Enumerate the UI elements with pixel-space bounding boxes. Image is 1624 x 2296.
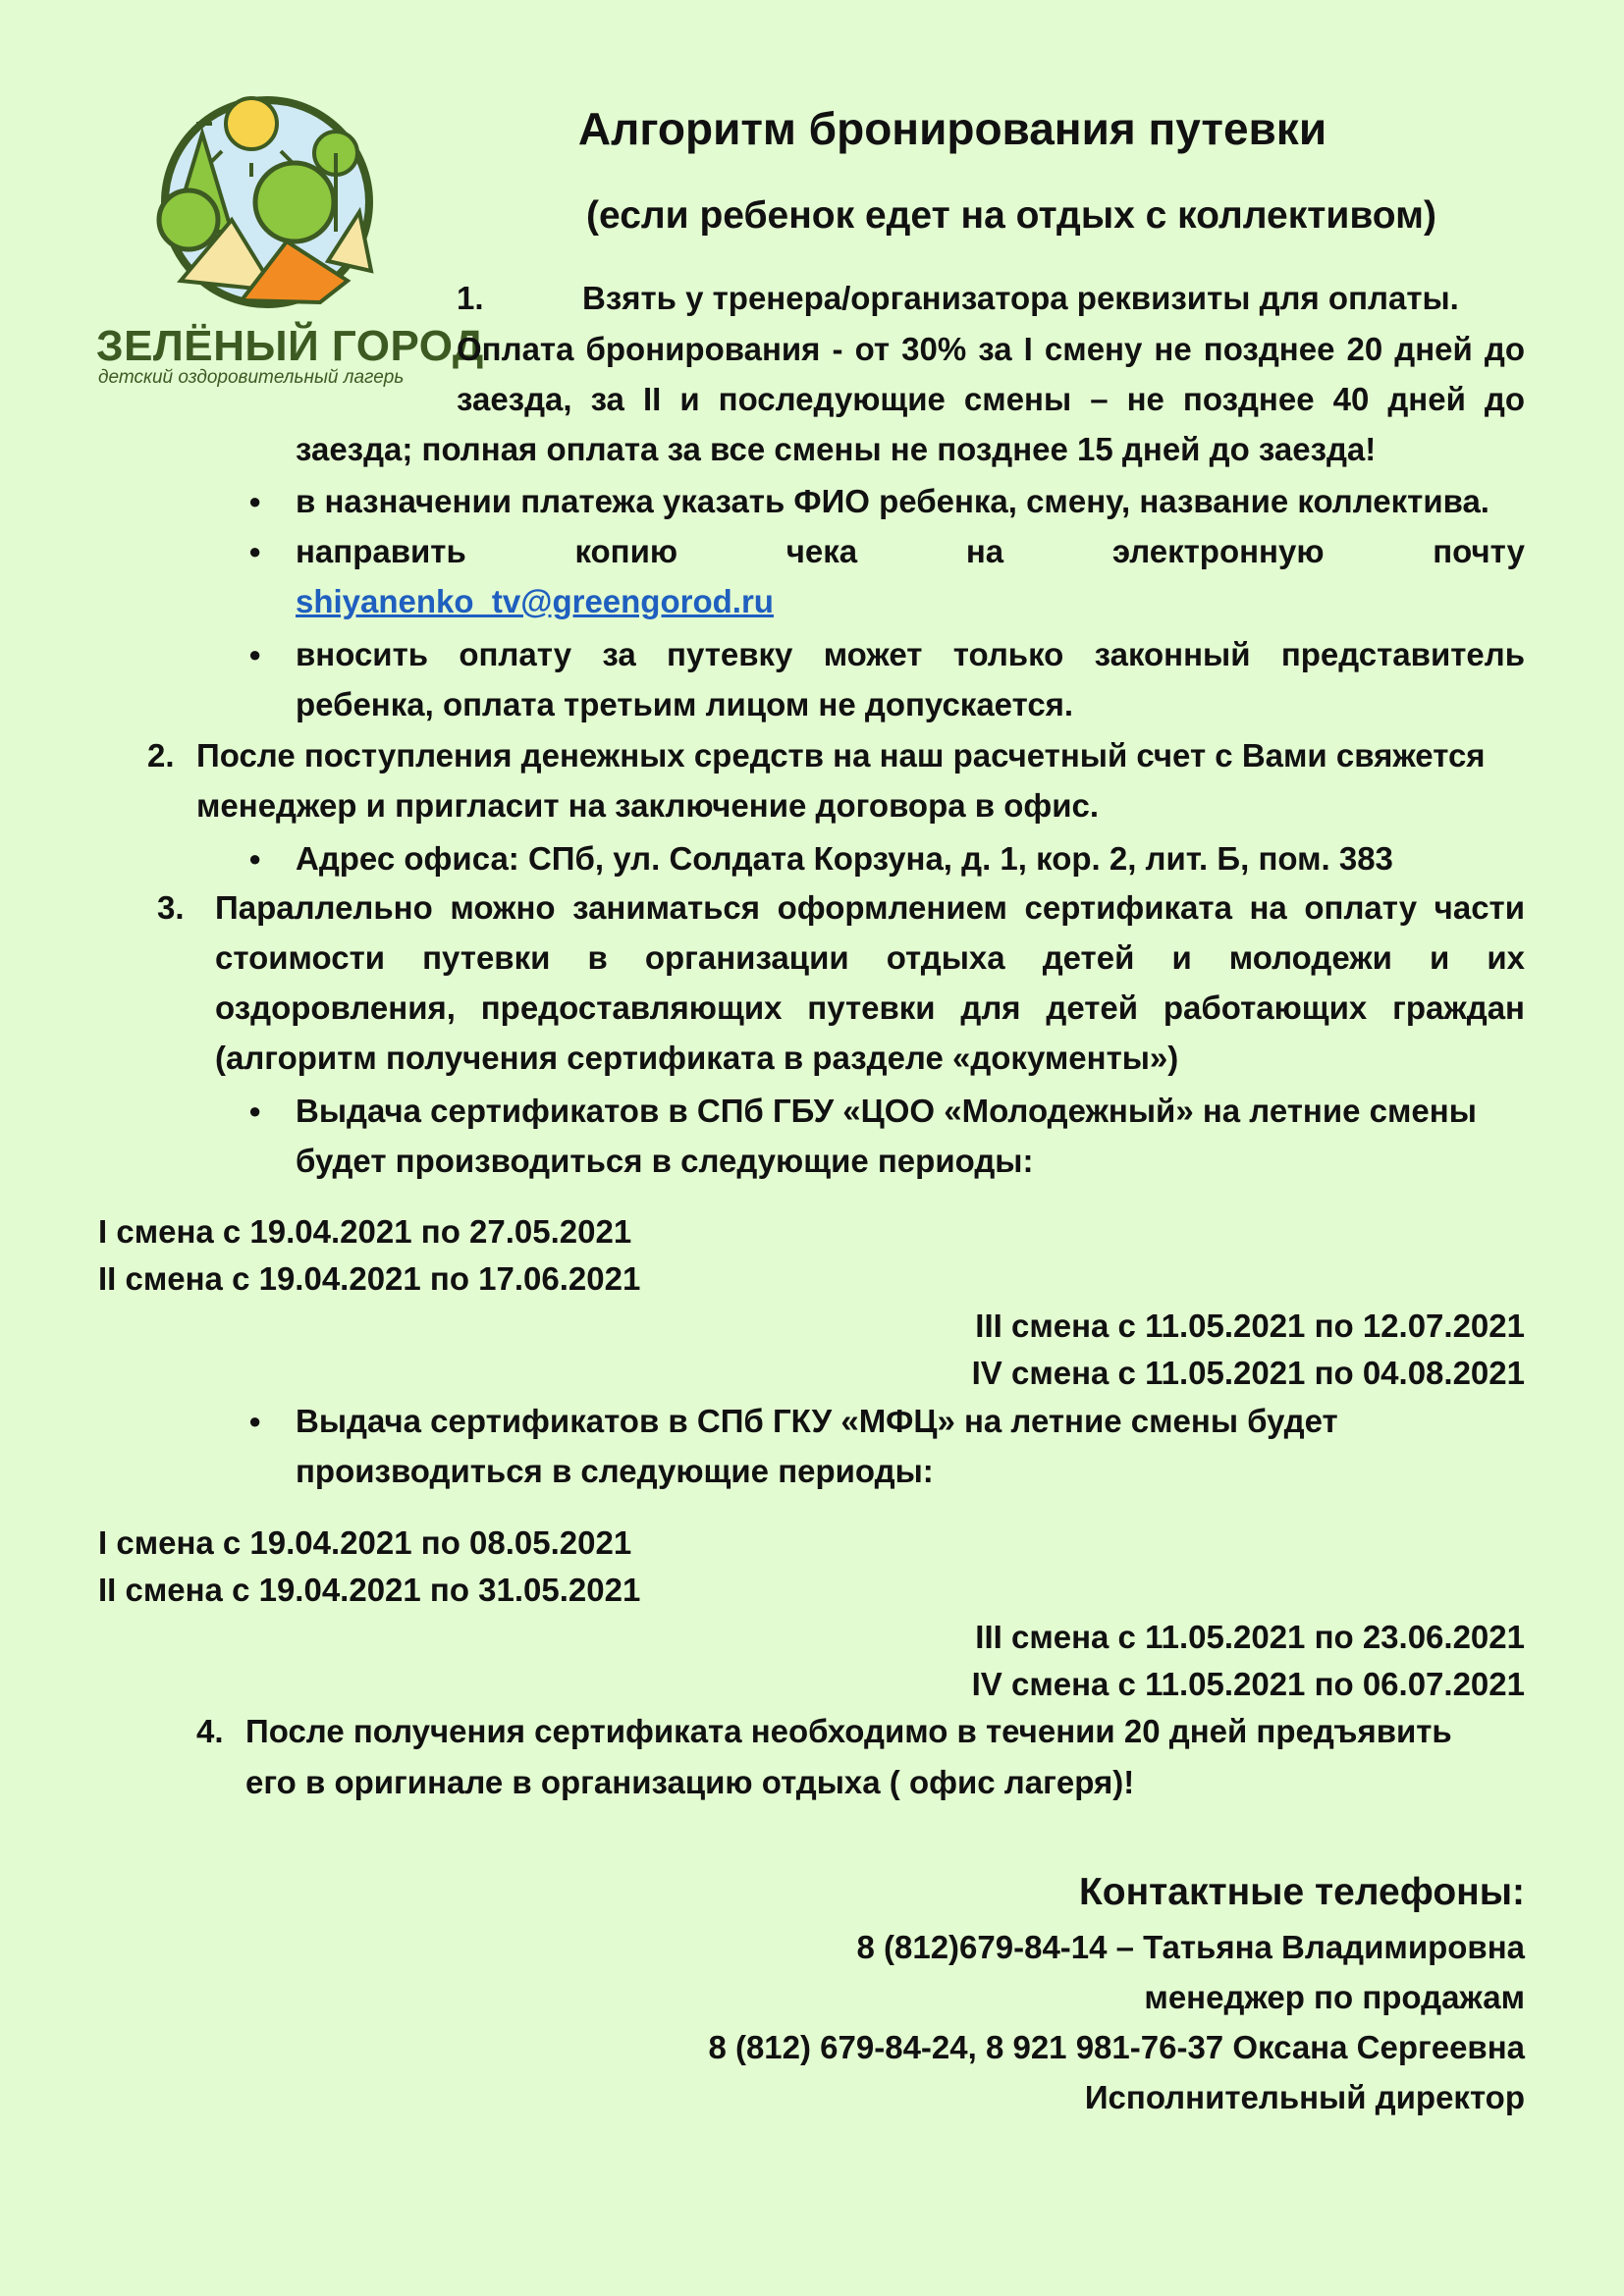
step1-line: заезда; полная оплата за все смены не позднее 15 дней до заезда!	[296, 431, 1377, 467]
word: на	[965, 533, 1004, 569]
page-title: Алгоритм бронирования путевки	[577, 103, 1327, 154]
word: копию	[574, 533, 678, 569]
step3-line: стоимости путевки в организации отдыха детей и молодежи и их	[215, 939, 1525, 976]
logo-subtitle: детский оздоровительный лагерь	[98, 367, 405, 388]
step4-line: После получения сертификата необходимо в течении 20 дней предъявить	[245, 1713, 1452, 1749]
period-row: III смена с 11.05.2021 по 12.07.2021	[975, 1308, 1525, 1344]
step4-number: 4.	[196, 1713, 224, 1749]
word: электронную	[1111, 533, 1325, 569]
step2-bullet-office: ● Адрес офиса: СПб, ул. Солдата Корзуна, д. 1, кор. 2, лит. Б, пом. 383	[296, 833, 1393, 883]
camp-emblem-icon	[94, 94, 440, 322]
contact-line: 8 (812) 679-84-24, 8 921 981-76-37 Оксана Сергеевна	[708, 2029, 1525, 2065]
camp-logo	[94, 94, 484, 389]
word: почту	[1433, 533, 1525, 569]
period-row: I смена с 19.04.2021 по 08.05.2021	[98, 1524, 632, 1561]
period-row: IV смена с 11.05.2021 по 06.07.2021	[971, 1666, 1525, 1702]
contact-line: менеджер по продажам	[1144, 1979, 1525, 2015]
logo-name: ЗЕЛЁНЫЙ ГОРОД	[96, 322, 484, 370]
step3-number: 3.	[157, 889, 185, 926]
step1-line: Оплата бронирования - от 30% за I смену не позднее 20 дней до	[457, 331, 1525, 367]
step1-bullet-purpose: ● в назначении платежа указать ФИО ребенка, смену, название коллектива.	[296, 476, 1489, 526]
period-row: III смена с 11.05.2021 по 23.06.2021	[975, 1619, 1525, 1655]
step3-bullet-gbu: ● Выдача сертификатов в СПб ГБУ «ЦОО «Молодежный» на летние смены	[296, 1086, 1477, 1136]
step3-bullet-mfc: ● Выдача сертификатов в СПб ГКУ «МФЦ» на летние смены будет	[296, 1396, 1338, 1446]
step3-line: оздоровления, предоставляющих путевки для детей работающих граждан	[215, 989, 1525, 1026]
step1-bullet-payer: ● вносить оплату за путевку может только законный представитель	[296, 629, 1525, 679]
word: ● направить	[296, 533, 466, 569]
step3-bullet-mfc-cont: производиться в следующие периоды:	[296, 1453, 934, 1489]
step1-line: заезда, за II и последующие смены – не позднее 40 дней до	[457, 381, 1525, 417]
word: чека	[785, 533, 858, 569]
period-row: II смена с 19.04.2021 по 31.05.2021	[98, 1572, 641, 1608]
step3-line: Параллельно можно заниматься оформлением сертификата на оплату части	[215, 889, 1525, 926]
step3-bullet-gbu-cont: будет производиться в следующие периоды:	[296, 1143, 1034, 1179]
step1-number: 1.	[457, 280, 484, 316]
period-row: II смена с 19.04.2021 по 17.06.2021	[98, 1260, 641, 1297]
step2-line: После поступления денежных средств на наш расчетный счет с Вами свяжется	[196, 737, 1486, 774]
step1-lead: Взять у тренера/организатора реквизиты для оплаты.	[582, 280, 1459, 316]
step2-number: 2.	[147, 737, 175, 774]
step4-line: его в оригинале в организацию отдыха ( офис лагеря)!	[245, 1764, 1135, 1800]
contacts-heading: Контактные телефоны:	[1078, 1871, 1525, 1913]
step1-bullet-send-receipt	[296, 526, 1525, 576]
step3-line: (алгоритм получения сертификата в разделе «документы»)	[215, 1040, 1179, 1076]
period-row: IV смена с 11.05.2021 по 04.08.2021	[971, 1355, 1525, 1391]
step1-bullet-payer-cont: ребенка, оплата третьим лицом не допускается.	[296, 686, 1074, 722]
contact-line: 8 (812)679-84-14 – Татьяна Владимировна	[856, 1929, 1525, 1965]
page-subtitle: (если ребенок едет на отдых с коллективом)	[586, 194, 1436, 237]
email-link[interactable]: shiyanenko_tv@greengorod.ru	[296, 583, 774, 619]
contact-line: Исполнительный директор	[1084, 2079, 1525, 2115]
period-row: I смена с 19.04.2021 по 27.05.2021	[98, 1213, 632, 1250]
step2-line: менеджер и пригласит на заключение договора в офис.	[196, 787, 1100, 824]
